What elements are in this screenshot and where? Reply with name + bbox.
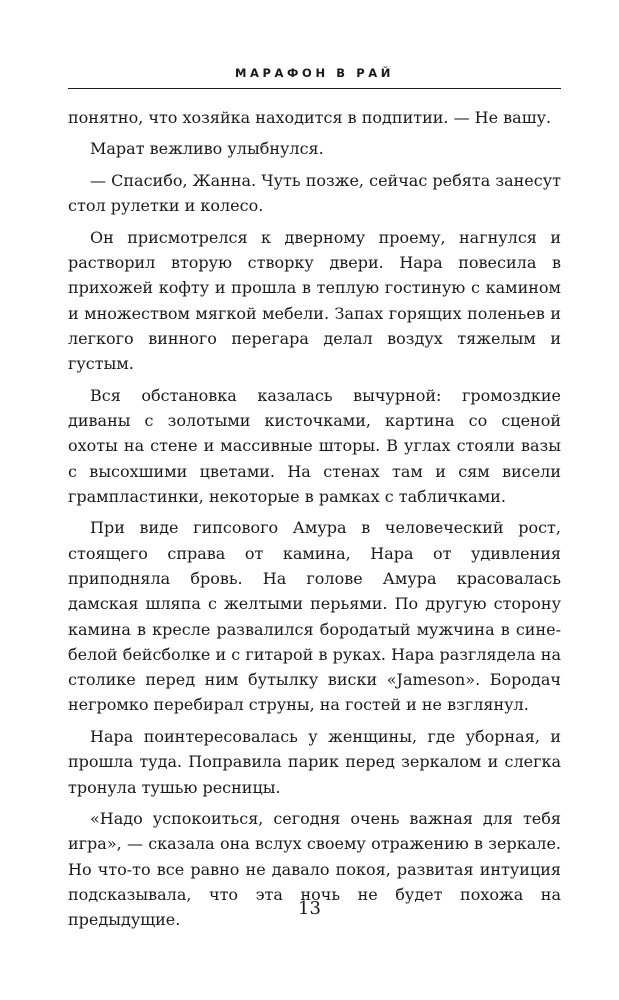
paragraph: При виде гипсового Амура в человеческий рост, стоящего справа от камина, Нара от удивления приподняла бровь. На голове Амура красовалась дамская шляпа с желтыми перьями. По другую сторону камина в кресле развалился бородатый мужчина в сине-белой бейсболке и с гитарой в руках. Нара разглядела на столике перед ним бутылку виски «Jameson». Бородач негромко перебирал струны, на гостей и не взглянул. <box>68 518 561 715</box>
header-rule <box>68 88 561 89</box>
paragraph: понятно, что хозяйка находится в подпитии. — Не вашу. <box>68 108 552 127</box>
paragraph: Он присмотрелся к дверному проему, нагнулся и растворил вторую створку двери. Нара повесила в прихожей кофту и прошла в теплую гостиную с камином и множеством мягкой мебели. Запах горящих поленьев и легкого винного перегара делал воздух тяжелым и густым. <box>68 227 561 374</box>
paragraph: Марат вежливо улыбнулся. <box>90 139 324 159</box>
paragraph: — Спасибо, Жанна. Чуть позже, сейчас ребята занесут стол рулетки и колесо. <box>68 170 561 216</box>
paragraph: «Надо успокоиться, сегодня очень важная для тебя игра», — сказала она вслух своему отражению в зеркале. Но что-то все равно не давало покоя, развитая интуиция подсказывала, что эта ночь не будет похожа на предыдущие. <box>68 809 561 930</box>
body-text <box>68 105 561 939</box>
paragraph: Вся обстановка казалась вычурной: громоздкие диваны с золотыми кисточками, картина со сценой охоты на стене и массивные шторы. В углах стояли вазы с высохшими цветами. На стенах там и сям висели грампластинки, некоторые в рамках с табличками. <box>68 385 561 506</box>
page-number: 13 <box>298 898 321 919</box>
running-title: МАРАФОН В РАЙ <box>234 66 394 80</box>
paragraph: Нара поинтересовалась у женщины, где уборная, и прошла туда. Поправила парик перед зеркалом и слегка тронула тушью ресницы. <box>68 726 561 797</box>
